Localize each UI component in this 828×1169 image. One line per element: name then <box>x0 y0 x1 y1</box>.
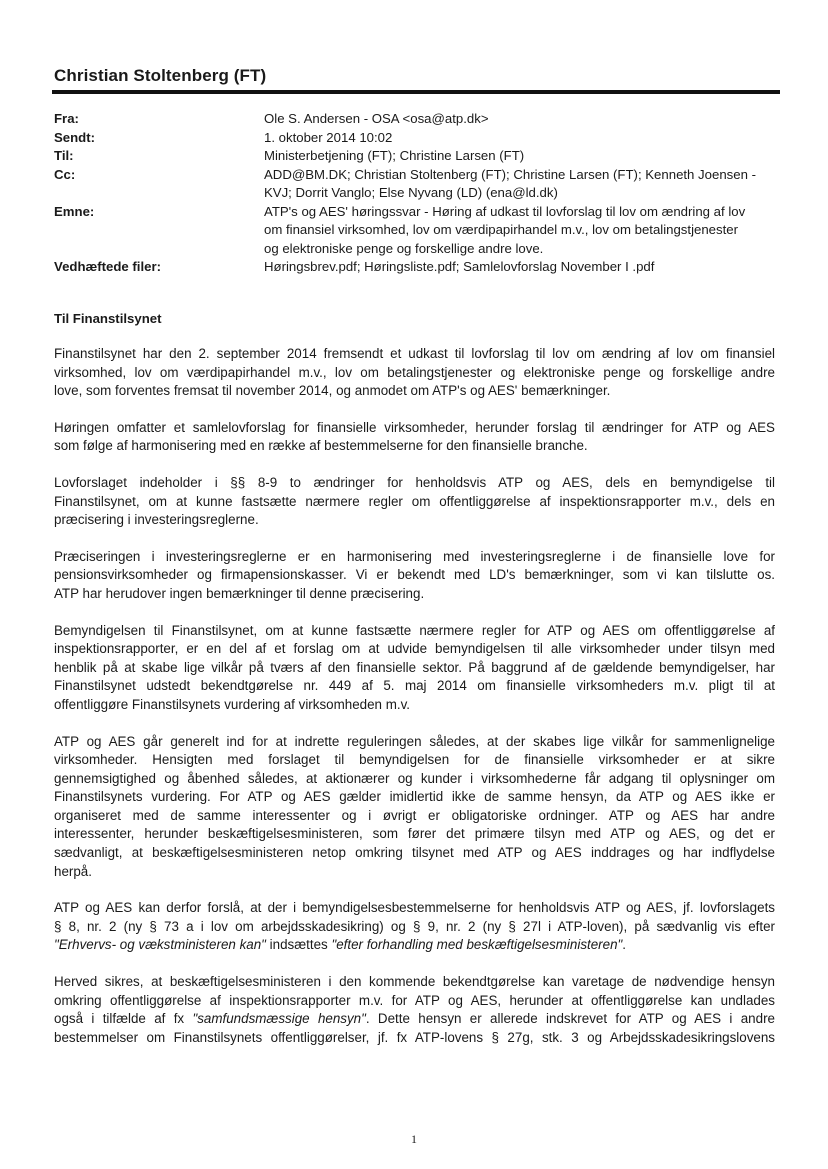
text-fragment: indsættes <box>265 937 332 953</box>
sent-row <box>54 129 774 148</box>
paragraph <box>54 345 775 401</box>
text-line: offentliggøre Finanstilsynets vurdering af virksomheden m.v. <box>54 696 411 712</box>
subject-value-line: ATP's og AES' høringssvar - Høring af udkast til lovforslag til lov om ændring af lov <box>264 203 746 219</box>
text-line: ATP har herudover ingen bemærkninger til denne præcisering. <box>54 585 425 601</box>
letter-body <box>54 345 775 1065</box>
text-line <box>54 1010 775 1029</box>
cc-value-line: KVJ; Dorrit Vanglo; Else Nyvang (LD) (ena@ld.dk) <box>264 185 558 200</box>
text-line: Finanstilsynet udstedt bekendtgørelse nr. 449 af 5. maj 2014 om finansielle virksomheders m.v. pligt til at <box>54 678 775 694</box>
attachments-value: Høringsbrev.pdf; Høringsliste.pdf; Samlelovforslag November I .pdf <box>264 259 655 274</box>
from-value: Ole S. Andersen - OSA <osa@atp.dk> <box>264 111 489 126</box>
text-line: § 8, nr. 2 (ny § 73 a i lov om arbejdsskadesikring) og § 9, nr. 2 (ny § 27l i ATP-loven), på sædvanlig vis efter <box>54 918 775 934</box>
to-value: Ministerbetjening (FT); Christine Larsen (FT) <box>264 148 525 163</box>
text-line: Herved sikres, at beskæftigelsesministeren i den kommende bekendtgørelse kan varetage de nødvendige hensyn <box>54 974 775 990</box>
text-line: virksomheder. Hensigten med forslaget til bemyndigelsen for de finansielle virksomheder er at sikre <box>54 752 775 768</box>
text-line: henblik på at skabe lige vilkår på tværs af den finansielle sektor. På baggrund af de gældende bemyndigelser, har <box>54 659 775 675</box>
text-line: Høringen omfatter et samlelovforslag for finansielle virksomheder, herunder forslag til ændringer for ATP og AES <box>54 419 775 435</box>
text-line: sædvanligt, at beskæftigelsesministeren netop omkring tilsynet med ATP og AES inddrages og har indflydelse <box>54 845 775 861</box>
paragraph <box>54 548 775 604</box>
text-line: præcisering i investeringsreglerne. <box>54 512 259 528</box>
cc-row <box>54 166 774 203</box>
subject-label: Emne: <box>54 203 95 219</box>
from-label: Fra: <box>54 111 79 126</box>
text-line: Præciseringen i investeringsreglerne er en harmonisering med investeringsreglerne i de finansielle love for <box>54 548 775 564</box>
text-line: ATP og AES går generelt ind for at indrette reguleringen således, at der skabes lige vilkår for sammenlignelige <box>54 733 775 749</box>
paragraph <box>54 419 775 456</box>
text-fragment: . <box>622 937 627 953</box>
text-line: inspektionsrapporter, er en del af et forslag om at udvide bemyndigelsen til alle virksomheder under tilsyn med <box>54 641 775 657</box>
text-line: Finanstilsynet, om at kunne fastsætte nærmere regler om offentliggørelse af inspektionsrapporter m.v., dels en <box>54 493 775 509</box>
text-line: omkring offentliggørelse af inspektionsrapporter m.v. for ATP og AES, herunder at offentliggørelse kan undlades <box>54 992 775 1008</box>
paragraph <box>54 733 775 882</box>
paragraph <box>54 973 775 1047</box>
cc-value-line: ADD@BM.DK; Christian Stoltenberg (FT); Christine Larsen (FT); Kenneth Joensen - <box>264 166 756 182</box>
attachments-row <box>54 258 774 277</box>
text-line: Finanstilsynet har den 2. september 2014 fremsendt et udkast til lovforslag til lov om ændring af lov om finansiel <box>54 346 775 361</box>
page-number: 1 <box>411 1132 417 1146</box>
text-line: Bemyndigelsen til Finanstilsynet, om at kunne fastsætte nærmere regler for ATP og AES om offentliggørelse af <box>54 622 775 638</box>
text-line: ATP og AES kan derfor forslå, at der i bemyndigelsesbestemmelserne for henholdsvis ATP og AES, jf. lovforslagets <box>54 900 775 916</box>
quoted-phrase: "samfundsmæssige hensyn" <box>192 1011 366 1027</box>
subject-row <box>54 203 774 259</box>
text-line: Lovforslaget indeholder i §§ 8-9 to ændringer for henholdsvis ATP og AES, dels en bemyndigelse til <box>54 474 775 490</box>
text-line: herpå. <box>54 863 92 879</box>
to-label: Til: <box>54 148 74 163</box>
greeting: Til Finanstilsynet <box>54 311 162 326</box>
text-line: gennemsigtighed og åbenhed således, at aktionærer og kunder i virksomhederne får adgang til oplysninger om <box>54 770 775 786</box>
page-heading: Christian Stoltenberg (FT) <box>54 66 267 85</box>
text-line: bestemmelser om Finanstilsynets offentliggørelser, jf. fx ATP-lovens § 27g, stk. 3 og Arbejdsskadesikringslovens <box>54 1029 775 1045</box>
text-fragment: . Dette hensyn er allerede indskrevet for ATP og AES i andre <box>365 1011 775 1027</box>
paragraph <box>54 622 775 715</box>
quoted-phrase: "efter forhandling med beskæftigelsesministeren" <box>331 937 623 953</box>
text-line: pensionsvirksomheder og firmapensionskasser. Vi er bekendt med LD's bemærkninger, som vi kan tilslutte os. <box>54 567 775 583</box>
quoted-phrase: "Erhvervs- og vækstministeren kan" <box>54 937 266 953</box>
text-line <box>54 936 775 955</box>
subject-value-line: om finansiel virksomhed, lov om værdipapirhandel m.v., lov om betalingstjenester <box>264 222 738 237</box>
subject-value-line: og elektroniske penge og forskellige andre love. <box>264 240 544 256</box>
text-line: interessenter, herunder beskæftigelsesministeren, som fører det primære tilsyn med ATP og AES, og det er <box>54 826 775 842</box>
cc-label: Cc: <box>54 166 76 182</box>
text-line: virksomhed, lov om værdipapirhandel m.v., lov om betalingstjenester og elektroniske penge og forskellige andre <box>54 364 775 380</box>
paragraph <box>54 899 775 955</box>
text-line: love, som forventes fremsat til november 2014, og anmodet om ATP's og AES' bemærkninger. <box>54 383 611 399</box>
paragraph <box>54 474 775 530</box>
email-header <box>54 110 774 277</box>
text-line: som følge af harmonisering med en række af bestemmelserne for den finansielle branche. <box>54 438 588 454</box>
sent-label: Sendt: <box>54 129 96 145</box>
heading-rule <box>52 90 780 94</box>
sent-value: 1. oktober 2014 10:02 <box>264 129 393 145</box>
to-row <box>54 147 774 166</box>
attachments-label: Vedhæftede filer: <box>54 259 161 274</box>
text-line: organiseret med de samme interessenter og i øvrigt er obligatoriske ordninger. ATP og AES har andre <box>54 807 775 823</box>
from-row <box>54 110 774 129</box>
text-line: Finanstilsynets vurdering. For ATP og AES gælder imidlertid ikke de samme hensyn, da ATP og AES ikke er <box>54 789 775 805</box>
text-fragment: også i tilfælde af fx <box>54 1011 193 1027</box>
